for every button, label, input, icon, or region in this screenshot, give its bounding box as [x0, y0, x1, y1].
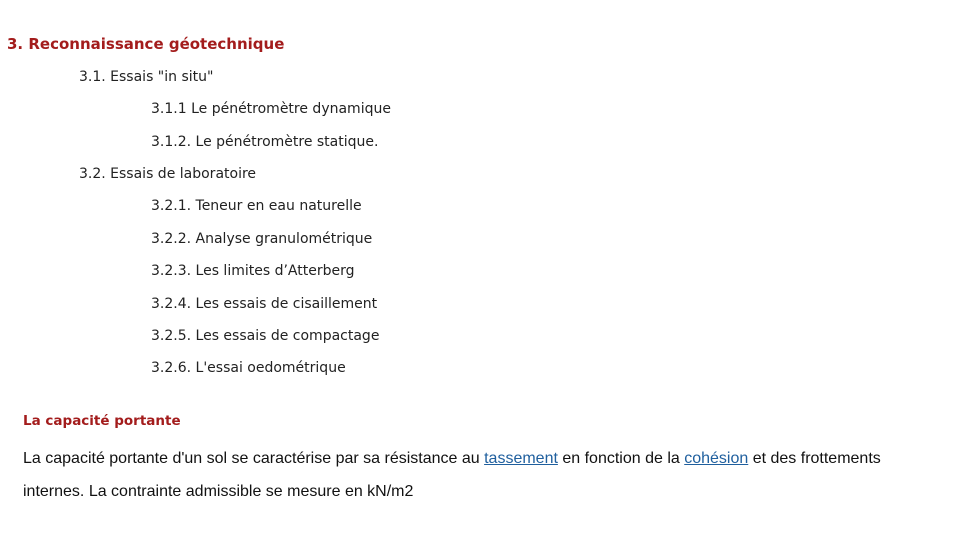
section-heading: La capacité portante [23, 413, 181, 429]
link-cohesion[interactable]: cohésion [684, 450, 749, 467]
outline-item-3-2-6: 3.2.6. L'essai oedométrique [151, 360, 346, 376]
outline-item-3-2: 3.2. Essais de laboratoire [79, 166, 257, 182]
outline-item-3-2-5: 3.2.5. Les essais de compactage [151, 328, 380, 344]
page-title: 3. Reconnaissance géotechnique [7, 35, 285, 53]
outline-item-3-2-3: 3.2.3. Les limites d’Atterberg [151, 263, 355, 279]
outline-item-3-1-2: 3.1.2. Le pénétromètre statique. [151, 134, 379, 150]
outline-item-3-1-1: 3.1.1 Le pénétromètre dynamique [151, 101, 391, 117]
outline-item-3-1: 3.1. Essais "in situ" [79, 69, 214, 85]
link-tassement[interactable]: tassement [484, 450, 558, 467]
paragraph-text: en fonction de la [557, 450, 685, 467]
outline-item-3-2-4: 3.2.4. Les essais de cisaillement [151, 296, 378, 312]
outline-item-3-2-2: 3.2.2. Analyse granulométrique [151, 231, 373, 247]
paragraph-text: et des frottements internes. La contrainte admissible se mesure en kN/m2 [23, 450, 881, 500]
outline-item-3-2-1: 3.2.1. Teneur en eau naturelle [151, 198, 362, 214]
section-paragraph [23, 442, 943, 508]
paragraph-text: La capacité portante d'un sol se caractérise par sa résistance au [23, 450, 485, 467]
